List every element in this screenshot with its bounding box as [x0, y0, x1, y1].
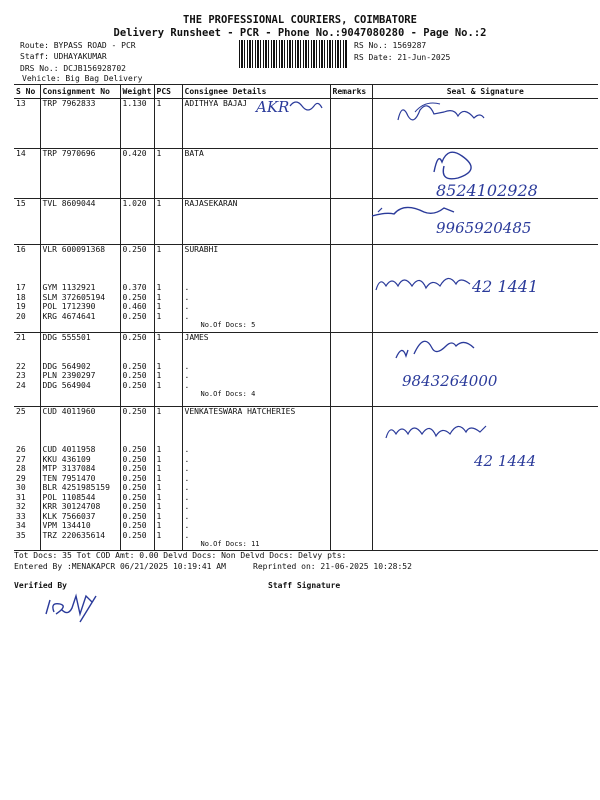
cell-line: 1 — [156, 521, 162, 530]
cell-line: SLM 372605194 — [42, 292, 106, 302]
cell-line: 16 — [16, 245, 26, 254]
cell-line: 0.250 — [122, 454, 147, 464]
vehicle-label: Vehicle: Big Bag Delivery — [22, 74, 143, 83]
cell-line: 1 — [156, 483, 162, 492]
no-of-docs: No.Of Docs: 4 — [200, 390, 256, 398]
pcs-cell — [154, 245, 182, 333]
sno-cell — [14, 99, 40, 149]
cell-line — [185, 264, 328, 274]
cell-line: 1 — [156, 283, 162, 292]
cell-line — [43, 426, 118, 436]
cell-line: GYM 1132921 — [42, 283, 96, 292]
remarks-cell — [330, 149, 372, 199]
signature-row-13 — [250, 94, 590, 144]
cell-line: . — [184, 292, 190, 302]
cell-line: 0.250 — [122, 445, 147, 454]
cell-line — [123, 264, 152, 274]
cell-line — [43, 343, 118, 353]
cell-line: 0.250 — [122, 380, 147, 390]
cell-line: . — [184, 311, 190, 321]
cell-line: DDG 564904 — [42, 380, 91, 390]
col-remarks: Remarks — [330, 85, 372, 99]
cell-line: 1 — [156, 492, 162, 502]
staff-signature-label: Staff Signature — [268, 581, 341, 590]
cell-line: TRP 7962833 — [42, 99, 96, 108]
route-label: Route: BYPASS ROAD - PCR — [20, 41, 136, 50]
cell-line: VLR 600091368 — [42, 245, 106, 254]
cell-line: 0.250 — [122, 521, 147, 530]
cell-line: KLK 7566037 — [42, 511, 96, 521]
cell-line: KRR 30124708 — [42, 502, 101, 511]
cell-line — [185, 352, 328, 362]
cell-line: . — [184, 473, 190, 483]
consignee-cell — [182, 333, 330, 407]
cell-line — [157, 274, 180, 284]
cell-line: 0.250 — [122, 245, 147, 254]
cell-line — [157, 426, 180, 436]
cell-line: RAJASEKARAN — [184, 199, 238, 208]
no-of-docs: No.Of Docs: 11 — [200, 540, 260, 548]
entered-by: Entered By :MENAKAPCR 06/21/2025 10:19:41 AM — [14, 562, 226, 571]
cell-line: 25 — [16, 407, 26, 416]
cell-line: BLR 4251985159 — [42, 483, 110, 492]
cell-line: . — [184, 511, 190, 521]
cell-line: 35 — [16, 530, 26, 540]
col-consignment: Consignment No — [40, 85, 120, 99]
cell-line — [123, 343, 152, 353]
runsheet-subtitle: Delivery Runsheet - PCR - Phone No.:9047080280 - Page No.:2 — [113, 27, 487, 39]
cell-line — [16, 264, 38, 274]
cell-line: 1 — [156, 473, 162, 483]
cell-line: BATA — [184, 149, 204, 158]
cell-line: 1 — [156, 511, 162, 521]
cell-line — [185, 426, 328, 436]
cell-line — [123, 436, 152, 446]
col-sno: S No — [14, 85, 40, 99]
rs-no-label: RS No.: 1569287 — [354, 41, 427, 50]
cell-line — [157, 436, 180, 446]
cell-line — [16, 274, 38, 284]
remarks-cell — [330, 333, 372, 407]
col-seal: Seal & Signature — [372, 85, 598, 99]
consignee-cell — [182, 199, 330, 245]
cell-line: 1 — [156, 371, 162, 380]
cell-line — [123, 426, 152, 436]
handwriting-row-21: 9843264000 — [402, 372, 498, 390]
cell-line: 0.250 — [122, 473, 147, 483]
sno-cell — [14, 407, 40, 551]
pcs-cell — [154, 149, 182, 199]
col-consignee: Consignee Details — [182, 85, 330, 99]
cell-line — [123, 352, 152, 362]
cell-line: 1 — [156, 530, 162, 540]
cell-line — [185, 417, 328, 427]
col-pcs: PCS — [154, 85, 182, 99]
cell-line: 0.250 — [122, 407, 147, 416]
cell-line: 1 — [156, 502, 162, 511]
handwriting-row-13: AKR — [256, 98, 290, 116]
cell-line: POL 1108544 — [42, 492, 96, 502]
cell-line: POL 1712390 — [42, 302, 96, 311]
cell-line — [123, 255, 152, 265]
cell-line: TRZ 220635614 — [42, 530, 106, 540]
totals-line: Tot Docs: 35 Tot COD Amt: 0.00 Delvd Docs: Non Delvd Docs: Delvy pts: — [14, 551, 347, 560]
cell-line: 1 — [156, 333, 162, 342]
consignment-cell — [40, 245, 120, 333]
cell-line: 1 — [156, 149, 162, 158]
cell-line: VPM 134410 — [42, 521, 91, 530]
drs-label: DRS No.: DCJB156928702 — [20, 64, 126, 73]
weight-cell — [120, 333, 154, 407]
cell-line — [185, 436, 328, 446]
consignment-cell — [40, 99, 120, 149]
cell-line: CUD 4011960 — [42, 407, 96, 416]
cell-line: 0.250 — [122, 292, 147, 302]
cell-line — [43, 417, 118, 427]
cell-line: 0.250 — [122, 511, 147, 521]
cell-line — [123, 417, 152, 427]
consignment-cell — [40, 199, 120, 245]
cell-line: . — [184, 361, 190, 371]
cell-line: 1 — [156, 407, 162, 416]
cell-line — [43, 264, 118, 274]
consignment-cell — [40, 333, 120, 407]
cell-line: CUD 4011958 — [42, 445, 96, 454]
cell-line — [43, 436, 118, 446]
pcs-cell — [154, 99, 182, 149]
weight-cell — [120, 245, 154, 333]
pcs-cell — [154, 407, 182, 551]
cell-line: 0.250 — [122, 483, 147, 492]
cell-line: 1.020 — [122, 199, 147, 208]
cell-line — [185, 343, 328, 353]
sno-cell — [14, 245, 40, 333]
signature-row-21 — [392, 336, 572, 392]
cell-line — [157, 343, 180, 353]
handwriting-row-16: 42 1441 — [472, 277, 539, 296]
cell-line: 22 — [16, 361, 26, 371]
cell-line: 0.250 — [122, 502, 147, 511]
cell-line — [157, 255, 180, 265]
cell-line: TRP 7970696 — [42, 149, 96, 158]
reprinted-on: Reprinted on: 21-06-2025 10:28:52 — [253, 562, 412, 571]
cell-line: 23 — [16, 371, 26, 380]
cell-line: 33 — [16, 511, 26, 521]
cell-line: PLN 2390297 — [42, 371, 96, 380]
cell-line: ADITHYA BAJAJ — [184, 99, 248, 108]
cell-line — [43, 352, 118, 362]
cell-line — [185, 274, 328, 284]
no-of-docs: No.Of Docs: 5 — [200, 321, 256, 329]
cell-line: . — [184, 483, 190, 492]
cell-line: DDG 555501 — [42, 333, 91, 342]
cell-line — [185, 255, 328, 265]
sno-cell — [14, 333, 40, 407]
cell-line: 14 — [16, 149, 26, 158]
weight-cell — [120, 149, 154, 199]
cell-line: . — [184, 371, 190, 380]
cell-line: 0.250 — [122, 530, 147, 540]
cell-line: TEN 7951470 — [42, 473, 96, 483]
cell-line: 1 — [156, 199, 162, 208]
cell-line: 1 — [156, 361, 162, 371]
cell-line: . — [184, 502, 190, 511]
rs-date-label: RS Date: 21-Jun-2025 — [354, 53, 451, 62]
consignee-cell — [182, 149, 330, 199]
cell-line: . — [184, 492, 190, 502]
cell-line: 17 — [16, 283, 26, 292]
company-title: THE PROFESSIONAL COURIERS, COIMBATORE — [183, 14, 417, 26]
cell-line — [157, 264, 180, 274]
handwriting-row-25: 42 1444 — [474, 452, 537, 470]
cell-line: 1.130 — [122, 99, 147, 108]
signature-row-16 — [372, 270, 592, 304]
verified-signature — [40, 592, 110, 628]
cell-line: 0.250 — [122, 333, 147, 342]
cell-line: 1 — [156, 99, 162, 108]
signature-row-14 — [420, 140, 590, 200]
cell-line: 31 — [16, 492, 26, 502]
cell-line: . — [184, 380, 190, 390]
cell-line: 26 — [16, 445, 26, 454]
cell-line: 1 — [156, 311, 162, 321]
remarks-cell — [330, 199, 372, 245]
cell-line: 0.370 — [122, 283, 147, 292]
pcs-cell — [154, 333, 182, 407]
cell-line: . — [184, 454, 190, 464]
cell-line: KRG 4674641 — [42, 311, 96, 321]
cell-line: . — [184, 521, 190, 530]
cell-line: 34 — [16, 521, 26, 530]
cell-line — [43, 255, 118, 265]
cell-line: JAMES — [184, 333, 209, 342]
cell-line: 19 — [16, 302, 26, 311]
cell-line: 1 — [156, 245, 162, 254]
cell-line: MTP 3137084 — [42, 464, 96, 473]
cell-line: 0.460 — [122, 302, 147, 311]
cell-line: . — [184, 530, 190, 540]
cell-line — [157, 417, 180, 427]
col-weight: Weight — [120, 85, 154, 99]
cell-line — [16, 352, 38, 362]
cell-line: 1 — [156, 445, 162, 454]
consignment-cell — [40, 407, 120, 551]
cell-line: . — [184, 302, 190, 311]
handwriting-row-15: 9965920485 — [436, 219, 532, 237]
cell-line — [16, 436, 38, 446]
cell-line: 30 — [16, 483, 26, 492]
cell-line: 32 — [16, 502, 26, 511]
weight-cell — [120, 199, 154, 245]
consignee-cell — [182, 245, 330, 333]
verified-by-label: Verified By — [14, 581, 67, 590]
weight-cell — [120, 99, 154, 149]
cell-line — [16, 255, 38, 265]
cell-line — [157, 352, 180, 362]
cell-line — [16, 426, 38, 436]
cell-line: 0.250 — [122, 371, 147, 380]
cell-line: 0.250 — [122, 464, 147, 473]
cell-line: 13 — [16, 99, 26, 108]
signature-row-15 — [370, 198, 590, 240]
barcode — [239, 40, 347, 68]
cell-line: TVL 8609044 — [42, 199, 96, 208]
cell-line: 24 — [16, 380, 26, 390]
cell-line: DDG 564902 — [42, 361, 91, 371]
cell-line — [16, 343, 38, 353]
consignee-cell — [182, 407, 330, 551]
cell-line: KKU 436109 — [42, 454, 91, 464]
signature-row-25 — [382, 418, 592, 474]
cell-line: 0.250 — [122, 311, 147, 321]
weight-cell — [120, 407, 154, 551]
cell-line: . — [184, 283, 190, 292]
remarks-cell — [330, 245, 372, 333]
cell-line: 18 — [16, 292, 26, 302]
cell-line — [123, 274, 152, 284]
remarks-cell — [330, 407, 372, 551]
cell-line: 20 — [16, 311, 26, 321]
cell-line — [43, 274, 118, 284]
sno-cell — [14, 199, 40, 245]
cell-line: 15 — [16, 199, 26, 208]
handwriting-row-14: 8524102928 — [436, 181, 538, 200]
cell-line: 27 — [16, 454, 26, 464]
cell-line: 1 — [156, 292, 162, 302]
cell-line: VENKATESWARA HATCHERIES — [184, 407, 296, 416]
cell-line: . — [184, 445, 190, 454]
sno-cell — [14, 149, 40, 199]
pcs-cell — [154, 199, 182, 245]
cell-line: SURABHI — [184, 245, 219, 254]
cell-line: . — [184, 464, 190, 473]
consignment-cell — [40, 149, 120, 199]
staff-label: Staff: UDHAYAKUMAR — [20, 52, 107, 61]
cell-line: 0.420 — [122, 149, 147, 158]
cell-line — [16, 417, 38, 427]
cell-line: 1 — [156, 464, 162, 473]
cell-line: 1 — [156, 302, 162, 311]
cell-line: 21 — [16, 333, 26, 342]
cell-line: 28 — [16, 464, 26, 473]
cell-line: 1 — [156, 454, 162, 464]
cell-line: 29 — [16, 473, 26, 483]
cell-line: 0.250 — [122, 361, 147, 371]
cell-line: 1 — [156, 380, 162, 390]
cell-line: 0.250 — [122, 492, 147, 502]
